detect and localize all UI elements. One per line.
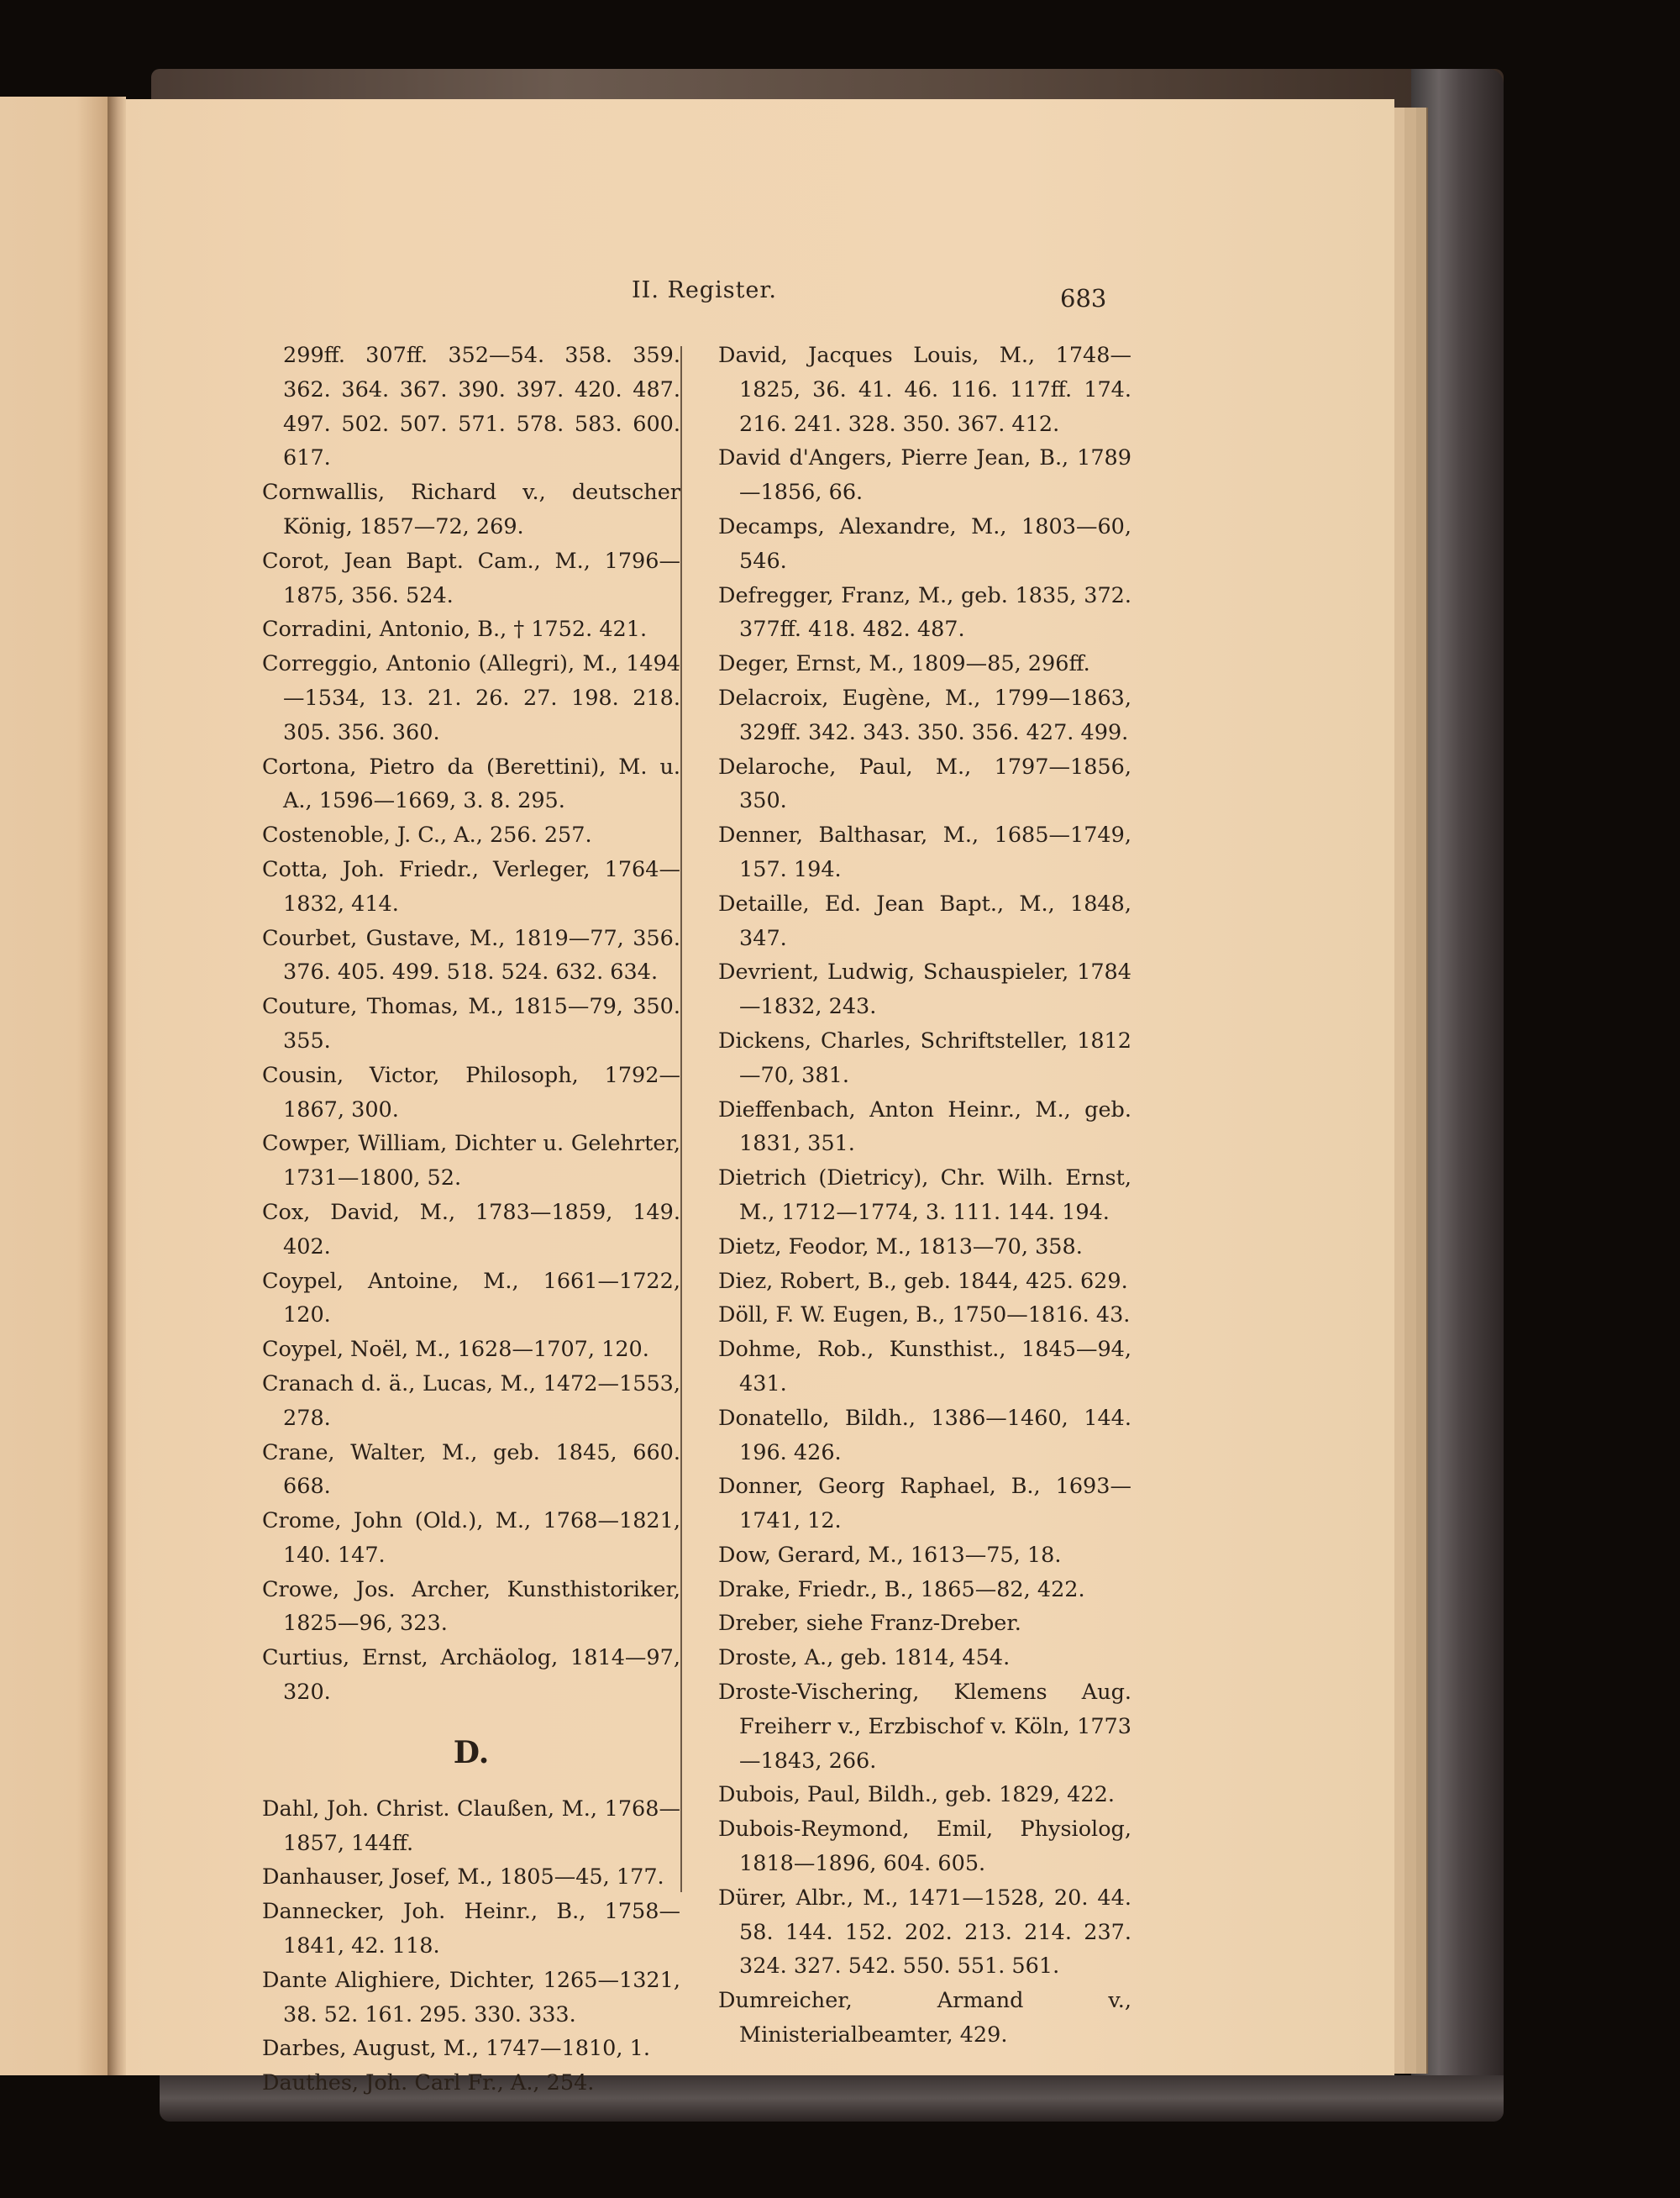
index-entry: Dahl, Joh. Christ. Claußen, M., 1768—1857, 144ff. [262, 1796, 680, 1856]
index-entry: Crane, Walter, M., geb. 1845, 660. 668. [262, 1439, 680, 1500]
index-entry: Cox, David, M., 1783—1859, 149. 402. [262, 1199, 680, 1259]
page-number: 683 [1060, 284, 1107, 313]
index-entry: Dieffenbach, Anton Heinr., M., geb. 1831, 351. [718, 1096, 1131, 1157]
index-entry: Couture, Thomas, M., 1815—79, 350. 355. [262, 994, 680, 1054]
index-entry: Dauthes, Joh. Carl Fr., A., 254. [262, 2070, 595, 2096]
index-entry-continuation: 299ff. 307ff. 352—54. 358. 359. 362. 364. 367. 390. 397. 420. 487. 497. 502. 507. 571. 578. 583. 600. 617. [283, 343, 680, 471]
index-entry: Dumreicher, Armand v., Ministerialbeamter, 429. [718, 1988, 1131, 2048]
running-head: II. Register. [632, 277, 777, 303]
index-entry: Curtius, Ernst, Archäolog, 1814—97, 320. [262, 1645, 680, 1706]
page-gutter [108, 97, 126, 2075]
index-entry: Dietz, Feodor, M., 1813—70, 358. [718, 1233, 1083, 1259]
right-column [718, 339, 1131, 2053]
index-entry: Cranach d. ä., Lucas, M., 1472—1553, 278. [262, 1370, 680, 1431]
index-entry: Devrient, Ludwig, Schauspieler, 1784—1832, 243. [718, 960, 1131, 1020]
index-entry: Dickens, Charles, Schriftsteller, 1812—70, 381. [718, 1028, 1131, 1088]
index-entry: Dubois-Reymond, Emil, Physiolog, 1818—1896, 604. 605. [718, 1817, 1131, 1877]
page-stack-edge [1416, 108, 1428, 2074]
index-entry: Corradini, Antonio, B., † 1752. 421. [262, 617, 648, 643]
index-entry: Coypel, Noël, M., 1628—1707, 120. [262, 1337, 649, 1363]
index-entry: Costenoble, J. C., A., 256. 257. [262, 823, 592, 849]
index-entry: Donatello, Bildh., 1386—1460, 144. 196. 426. [718, 1405, 1131, 1465]
index-entry: Delacroix, Eugène, M., 1799—1863, 329ff. 342. 343. 350. 356. 427. 499. [718, 685, 1131, 745]
index-entry: Darbes, August, M., 1747—1810, 1. [262, 2036, 650, 2062]
index-entry: Cornwallis, Richard v., deutscher König, 1857—72, 269. [262, 480, 680, 539]
index-entry: Defregger, Franz, M., geb. 1835, 372. 377ff. 418. 482. 487. [718, 582, 1131, 643]
index-entry: Dow, Gerard, M., 1613—75, 18. [718, 1542, 1062, 1568]
index-entry: Denner, Balthasar, M., 1685—1749, 157. 194. [718, 823, 1131, 882]
index-entry: Dante Alighiere, Dichter, 1265—1321, 38. 52. 161. 295. 330. 333. [262, 1967, 680, 2027]
index-entry: Deger, Ernst, M., 1809—85, 296ff. [718, 651, 1090, 677]
index-entry: Döll, F. W. Eugen, B., 1750—1816. 43. [718, 1302, 1131, 1328]
index-entry: Dannecker, Joh. Heinr., B., 1758—1841, 42. 118. [262, 1899, 680, 1959]
index-entry: Delaroche, Paul, M., 1797—1856, 350. [718, 754, 1131, 814]
index-entry: Corot, Jean Bapt. Cam., M., 1796—1875, 356. 524. [262, 548, 680, 608]
index-entry: Droste-Vischering, Klemens Aug. Freiherr v., Erzbischof v. Köln, 1773—1843, 266. [718, 1680, 1131, 1774]
index-entry: Cortona, Pietro da (Berettini), M. u. A., 1596—1669, 3. 8. 295. [262, 754, 680, 814]
left-column [262, 339, 680, 2101]
index-entry: Coypel, Antoine, M., 1661—1722, 120. [262, 1268, 680, 1328]
index-entry: Donner, Georg Raphael, B., 1693—1741, 12. [718, 1474, 1131, 1534]
index-entry: Dubois, Paul, Bildh., geb. 1829, 422. [718, 1782, 1115, 1808]
section-letter: D. [453, 1734, 490, 1770]
index-entry: Dietrich (Dietricy), Chr. Wilh. Ernst, M., 1712—1774, 3. 111. 144. 194. [718, 1165, 1131, 1225]
index-entry: Correggio, Antonio (Allegri), M., 1494—1534, 13. 21. 26. 27. 198. 218. 305. 356. 360. [262, 651, 680, 745]
index-entry: Cousin, Victor, Philosoph, 1792—1867, 300. [262, 1062, 680, 1123]
index-entry: Cotta, Joh. Friedr., Verleger, 1764—1832, 414. [262, 856, 680, 917]
index-entry: Cowper, William, Dichter u. Gelehrter, 1731—1800, 52. [262, 1131, 680, 1191]
index-entry: David, Jacques Louis, M., 1748—1825, 36. 41. 46. 116. 117ff. 174. 216. 241. 328. 350. 367. 412. [718, 343, 1131, 437]
page-header [0, 277, 1680, 319]
index-entry: David d'Angers, Pierre Jean, B., 1789—1856, 66. [718, 445, 1131, 506]
index-entry: Crome, John (Old.), M., 1768—1821, 140. 147. [262, 1508, 680, 1568]
index-entry: Danhauser, Josef, M., 1805—45, 177. [262, 1864, 664, 1890]
column-divider [680, 346, 682, 1892]
index-entry: Crowe, Jos. Archer, Kunsthistoriker, 1825—96, 323. [262, 1576, 680, 1637]
index-entry: Dürer, Albr., M., 1471—1528, 20. 44. 58. 144. 152. 202. 213. 214. 237. 324. 327. 542. 550. 551. 561. [718, 1885, 1131, 1980]
index-entry: Dohme, Rob., Kunsthist., 1845—94, 431. [718, 1337, 1131, 1396]
index-entry: Droste, A., geb. 1814, 454. [718, 1645, 1011, 1671]
index-entry: Dreber, siehe Franz-Dreber. [718, 1611, 1021, 1637]
index-entry: Courbet, Gustave, M., 1819—77, 356. 376. 405. 499. 518. 524. 632. 634. [262, 925, 680, 986]
index-entry: Decamps, Alexandre, M., 1803—60, 546. [718, 513, 1131, 574]
index-entry: Diez, Robert, B., geb. 1844, 425. 629. [718, 1268, 1128, 1294]
facing-page-edge [0, 97, 112, 2075]
index-entry: Detaille, Ed. Jean Bapt., M., 1848, 347. [718, 891, 1131, 951]
index-entry: Drake, Friedr., B., 1865—82, 422. [718, 1576, 1085, 1602]
